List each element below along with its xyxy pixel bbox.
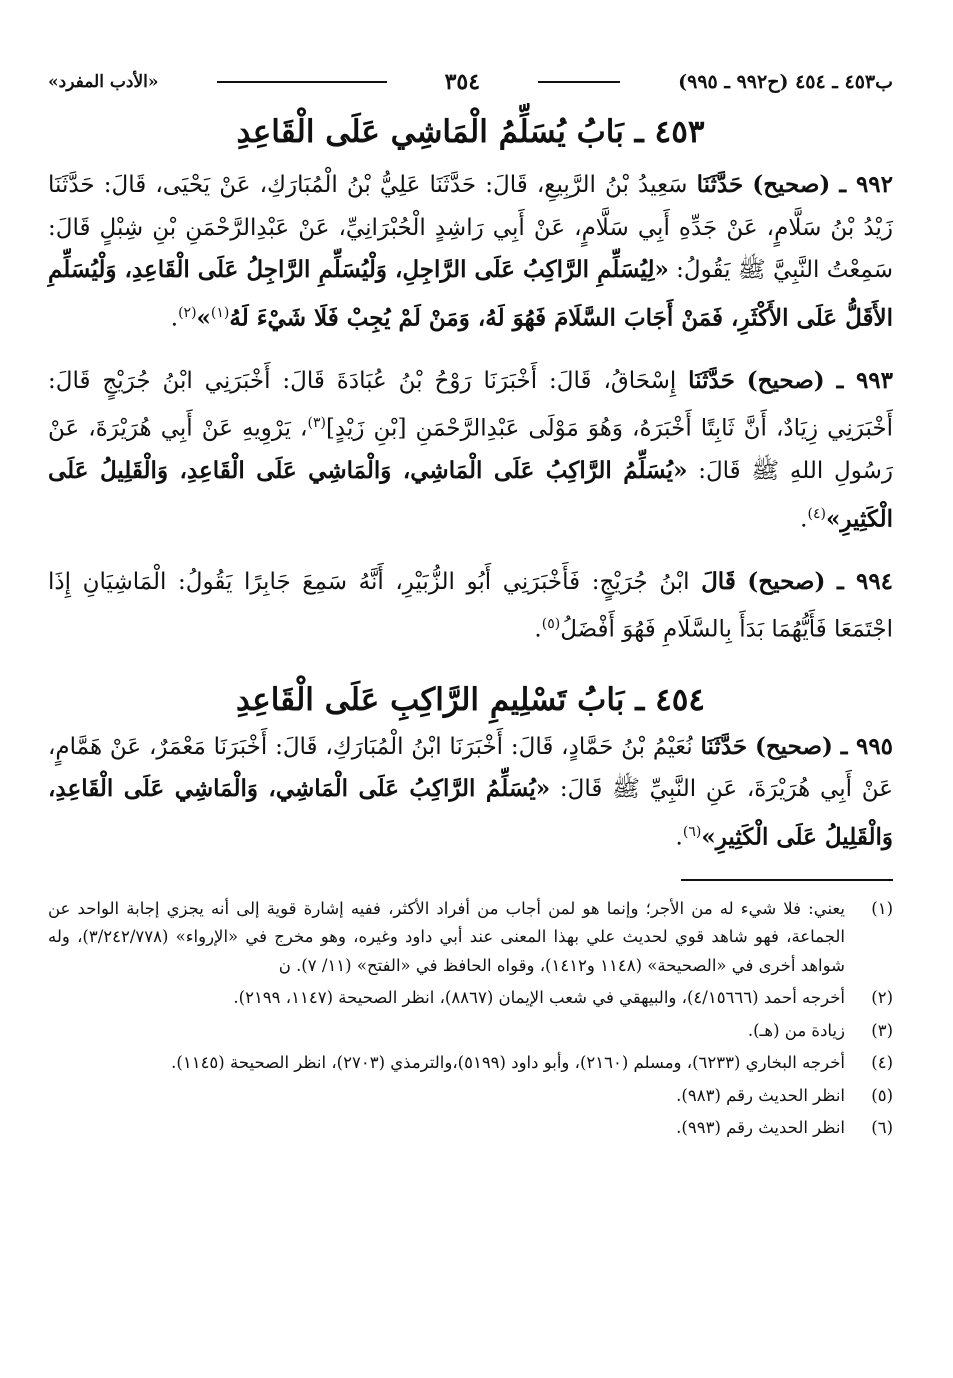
hadith-grade: (صحيح) bbox=[752, 171, 831, 198]
footnote-ref[interactable]: (١) bbox=[210, 304, 230, 321]
hadith-matn: «يُسَلِّمُ الرَّاكِبُ عَلَى الْمَاشِي، وَالْمَاشِي عَلَى الْقَاعِدِ، وَالْقَلِيلُ عَلَى الْكَثِيرِ bbox=[48, 457, 893, 533]
hadith-number: ٩٩٢ ـ bbox=[839, 171, 894, 198]
transmission-formula: قَالَ bbox=[701, 567, 736, 595]
hadith-994 bbox=[48, 561, 893, 652]
page-number: ٣٥٤ bbox=[444, 69, 481, 95]
hadith-matn: «يُسَلِّمُ الرَّاكِبُ عَلَى الْمَاشِي، وَالْمَاشِي عَلَى الْقَاعِدِ، وَالْقَلِيلُ عَلَى الْكَثِيرِ bbox=[48, 775, 893, 851]
hadith-end: . bbox=[170, 305, 179, 332]
footnote-ref[interactable]: (٦) bbox=[682, 823, 702, 840]
hadith-995 bbox=[48, 726, 893, 859]
header-rule bbox=[217, 81, 387, 83]
footnote bbox=[48, 1082, 893, 1111]
chapter-title: ٤٥٤ ـ بَابُ تَسْلِيمِ الرَّاكِبِ عَلَى الْقَاعِدِ bbox=[235, 681, 706, 718]
footnote bbox=[48, 1049, 893, 1078]
hadith-end: . bbox=[534, 617, 542, 644]
running-header bbox=[48, 62, 893, 102]
hadith-isnad: إِسْحَاقُ، قَالَ: أَخْبَرَنَا رَوْحُ بْنُ عُبَادَةَ قَالَ: أَخْبَرَنِي ابْنُ جُرَيْجٍ قَالَ: أَخْبَرَنِي زِيَادٌ، أَنَّ ثَابِتًا أَخْبَرَهُ، وَهُوَ مَوْلَى عَبْدِالرَّحْمَنِ [بْنِ زَيْدٍ] bbox=[48, 367, 893, 442]
footnote-text: أخرجه البخاري (٦٢٣٣)، ومسلم (٢١٦٠)، وأبو داود (٥١٩٩)،والترمذي (٢٧٠٣)، انظر الصحيحة (١١٤٥). bbox=[171, 1053, 845, 1073]
footnote-text: انظر الحديث رقم (٩٩٣). bbox=[676, 1118, 845, 1138]
transmission-formula: حَدَّثَنَا bbox=[688, 366, 735, 394]
footnote-ref[interactable]: (٤) bbox=[807, 505, 826, 522]
footnote-text: زيادة من (هـ). bbox=[747, 1020, 845, 1040]
hadith-end: . bbox=[800, 506, 808, 533]
hadith-grade: (صحيح) bbox=[754, 732, 833, 760]
hadith-isnad-cont: ، يَرْوِيهِ عَنْ أَبِي هُرَيْرَةَ، عَنْ رَسُولِ اللهِ ﷺ قَالَ: bbox=[48, 415, 893, 485]
hadith-matn-close: » bbox=[196, 304, 211, 332]
hadith-number: ٩٩٣ ـ bbox=[836, 366, 893, 394]
footnote-text: انظر الحديث رقم (٩٨٣). bbox=[676, 1085, 845, 1105]
footnote-label: (٢) bbox=[871, 988, 893, 1008]
hadith-grade: (صحيح) bbox=[746, 366, 825, 394]
footnote-label: (١) bbox=[871, 898, 893, 918]
hadith-993 bbox=[48, 360, 893, 541]
transmission-formula: حَدَّثَنَا bbox=[700, 732, 748, 760]
header-rule bbox=[538, 81, 620, 83]
hadith-matn-close: » bbox=[701, 823, 716, 851]
header-range: ب٤٥٣ ـ ٤٥٤ (ح٩٩٢ ـ ٩٩٥) bbox=[678, 71, 893, 93]
book-title: «الأدب المفرد» bbox=[48, 72, 159, 92]
footnote-text: أخرجه أحمد (٤/١٥٦٦٦)، والبيهقي في شعب الإيمان (٨٨٦٧)، انظر الصحيحة (١١٤٧، ٢١٩٩). bbox=[233, 988, 845, 1008]
hadith-end: . bbox=[675, 824, 683, 851]
hadith-matn-close: » bbox=[825, 505, 841, 533]
hadith-isnad: ابْنُ جُرَيْجٍ: فَأَخْبَرَنِي أَبُو الزُّبَيْرِ، أَنَّهُ سَمِعَ جَابِرًا يَقُولُ: الْمَاشِيَانِ إِذَا اجْتَمَعَا فَأَيُّهُمَا بَدَأَ بِالسَّلَامِ فَهُوَ أَفْضَلُ bbox=[48, 568, 893, 644]
hadith-isnad: سَعِيدُ بْنُ الرَّبِيعِ، قَالَ: حَدَّثَنَا عَلِيُّ بْنُ الْمُبَارَكِ، عَنْ يَحْيَى، قَالَ: حَدَّثَنَا زَيْدُ بْنُ سَلَّامٍ، عَنْ جَدِّهِ أَبِي سَلَّامٍ، عَنْ أَبِي رَاشِدٍ الْحُبْرَانِيِّ، عَنْ عَبْدِالرَّحْمَنِ بْنِ شِبْلٍ قَالَ: سَمِعْتُ النَّبِيَّ ﷺ يَقُولُ: bbox=[48, 172, 893, 283]
footnote bbox=[48, 895, 893, 981]
footnote-text: يعني: فلا شيء له من الأجر؛ وإنما هو لمن أجاب من أفراد الأكثر، ففيه إشارة قوية إلى أنه يجزي إجابة الواحد عن الجماعة، فهو شاهد قوي لحديث علي بهذا المعنى عند أبي داود وغيره، وهو مخرج في «الإرواء» (٣/٢٤٢/٧٧٨)، وله شواهد أخرى في «الصحيحة» (١١٤٨ و١٤١٢)، وقواه الحافظ في «الفتح» (١١/ ٧). ن bbox=[48, 898, 845, 975]
footnote-label: (٦) bbox=[871, 1118, 893, 1138]
footnote-ref[interactable]: (٢) bbox=[178, 304, 197, 321]
footnote bbox=[48, 1017, 893, 1046]
footnote-label: (٤) bbox=[871, 1053, 893, 1073]
hadith-isnad: نُعَيْمُ بْنُ حَمَّادٍ، قَالَ: أَخْبَرَنَا ابْنُ الْمُبَارَكِ، قَالَ: أَخْبَرَنَا مَعْمَرٌ، عَنْ هَمَّامٍ، عَنْ أَبِي هُرَيْرَةَ، عَنِ النَّبِيِّ ﷺ قَالَ: bbox=[48, 733, 893, 803]
hadith-992 bbox=[48, 164, 893, 340]
hadith-grade: (صحيح) bbox=[747, 567, 826, 595]
footnote bbox=[48, 1114, 893, 1143]
hadith-number: ٩٩٥ ـ bbox=[840, 732, 894, 760]
hadith-matn: «لِيُسَلِّمِ الرَّاكِبُ عَلَى الرَّاجِلِ، وَلْيُسَلِّمِ الرَّاجِلُ عَلَى الْقَاعِدِ، وَلْيُسَلِّمِ الأَقَلُّ عَلَى الأَكْثَرِ، فَمَنْ أَجَابَ السَّلَامَ فَهُوَ لَهُ، وَمَنْ لَمْ يُجِبْ فَلَا شَيْءَ لَهُ bbox=[48, 256, 893, 332]
footnote-label: (٥) bbox=[871, 1085, 893, 1105]
footnote-ref[interactable]: (٥) bbox=[541, 616, 561, 633]
transmission-formula: حَدَّثَنَا bbox=[696, 171, 744, 198]
footnote-label: (٣) bbox=[871, 1020, 893, 1040]
footnote-separator bbox=[681, 879, 893, 881]
footnote bbox=[48, 984, 893, 1013]
footnote-ref[interactable]: (٣) bbox=[307, 415, 326, 432]
footnotes bbox=[48, 895, 893, 1143]
hadith-number: ٩٩٤ ـ bbox=[836, 567, 894, 595]
chapter-title: ٤٥٣ ـ بَابُ يُسَلِّمُ الْمَاشِي عَلَى الْقَاعِدِ bbox=[236, 114, 705, 150]
